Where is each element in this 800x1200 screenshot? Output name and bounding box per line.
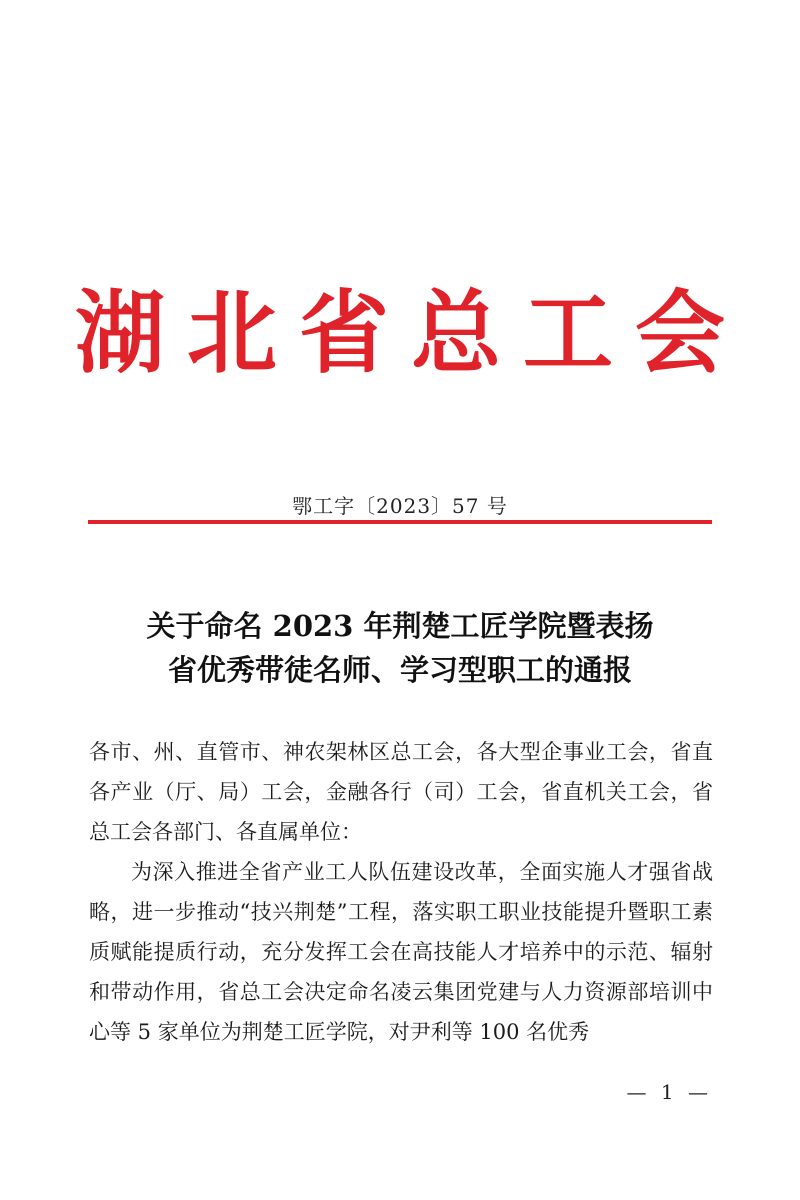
notice-title-line-1: 关于命名 2023 年荆楚工匠学院暨表扬	[146, 609, 654, 643]
notice-body	[89, 732, 713, 1052]
document-number: 鄂工字〔2023〕57 号	[292, 494, 508, 518]
notice-title	[0, 604, 800, 692]
body-paragraph-1: 为深入推进全省产业工人队伍建设改革，全面实施人才强省战略，进一步推动“技兴荆楚”工程，落实职工职业技能提升暨职工素质赋能提质行动，充分发挥工会在高技能人才培养中的示范、辐射和带动作用，省总工会决定命名凌云集团党建与人力资源部培训中心等 5 家单位为荆楚工匠学院，对尹利等 100 名优秀	[89, 860, 713, 1044]
recipients-paragraph: 各市、州、直管市、神农架林区总工会，各大型企事业工会，省直各产业（厅、局）工会，金融各行（司）工会，省直机关工会，省总工会各部门、各直属单位：	[89, 740, 713, 844]
page-number: — 1 —	[626, 1080, 712, 1104]
org-name-heading: 湖北省总工会	[75, 280, 747, 386]
notice-title-line-2: 省优秀带徒名师、学习型职工的通报	[167, 653, 632, 687]
red-divider	[88, 520, 712, 524]
